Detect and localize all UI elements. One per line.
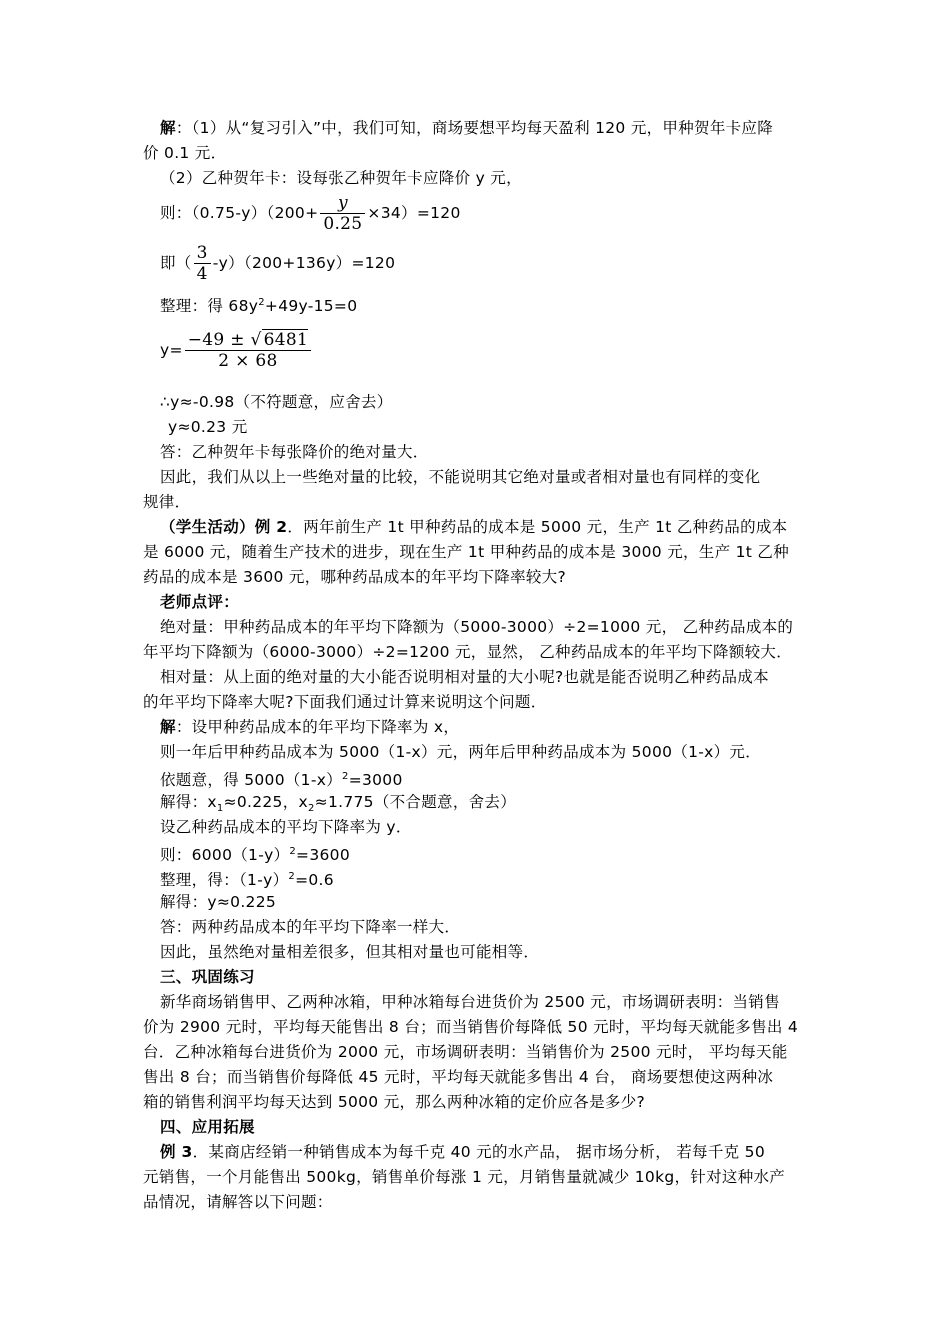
answer-line: 答：两种药品成本的年平均下降率一样大． [160,918,461,936]
equation-line: 解得：$x_1\approx 0.225$，$x_2\approx 1.775$（不合题意，舍去） [160,793,517,815]
text-line: 因此，我们从以上一些绝对量的比较，不能说明其它绝对量或者相对量也有同样的变化 [160,468,761,486]
answer-line: 答：乙种贺年卡每张降价的绝对量大． [160,443,429,461]
text-line: 的年平均下降率大呢?下面我们通过计算来说明这个问题． [143,693,547,711]
text-line: 箱的销售利润平均每天达到 5000 元，那么两种冰箱的定价应各是多少? [143,1093,646,1111]
solution-line: 解：（1）从“复习引入”中，我们可知，商场要想平均每天盈利 120 元，甲种贺年卡应降 [160,119,774,137]
example-3-heading: 例 3．某商店经销一种销售成本为每千克 40 元的水产品， 据市场分析， 若每千克 50 [160,1143,765,1161]
fraction: $\frac{3}{4}$ [194,243,211,284]
fraction: $\frac{-49 \pm √ 6481}{2 \times 68}$ [185,330,311,371]
equation-line: 依题意，得 $5000(1-x)^2=3000$ [160,771,403,790]
quadratic-formula-line: y= $\frac{-49 \pm √ 6481}{2 \times 68}$ [160,330,313,371]
text-line: 绝对量：甲种药品成本的年平均下降额为（5000-3000）÷2=1000 元， 乙种药品成本的 [160,618,794,636]
text-line: 解得：y≈0.225 [160,893,277,911]
example-2-heading: （学生活动）例 2．两年前生产 1t 甲种药品的成本是 5000 元，生产 1t 乙种药品的成本 [160,518,788,536]
equation-line: 即（ $\frac{3}{4}$ -y）（200+136y）=120 [160,243,396,284]
text-line: 售出 8 台；而当销售价每降低 45 元时，平均每天就能多售出 4 台， 商场要想使这两种冰 [143,1068,774,1086]
text-line: 台．乙种冰箱每台进货价为 2000 元，市场调研表明：当销售价为 2500 元时， 平均每天能 [143,1043,788,1061]
text-line: 价为 2900 元时，平均每天能售出 8 台；而当销售价每降低 50 元时，平均每天就能多售出 4 [143,1018,799,1036]
fraction: $\frac{y}{0.25}$ [320,193,365,234]
text-line: （2）乙种贺年卡：设每张乙种贺年卡应降价 y 元， [160,169,522,187]
text-line: 品情况，请解答以下问题： [143,1193,333,1211]
equation-line: 则：（0.75-y）（200+ $\frac{y}{0.25}$ ×34）=120 [160,193,461,234]
text-line: 价 0.1 元． [143,144,227,162]
text-line: 是 6000 元，随着生产技术的进步，现在生产 1t 甲种药品的成本是 3000 元，生产 1t 乙种 [143,543,789,561]
solution-label: 解 [160,119,176,137]
text-line: ∴y≈-0.98（不符题意，应舍去） [160,393,393,411]
section-heading-extension: 四、应用拓展 [160,1118,255,1136]
teacher-comment-heading: 老师点评： [160,593,240,611]
equation-line: 整理：得 $68y^2+49y-15=0$ [160,297,358,316]
text-line: 设乙种药品成本的平均下降率为 y． [160,818,412,836]
solution-label: 解 [160,718,176,736]
equation-line: 则：$6000(1-y)^2=3600$ [160,846,350,865]
text-line: 规律． [143,493,191,511]
text-line: 相对量：从上面的绝对量的大小能否说明相对量的大小呢?也就是能否说明乙种药品成本 [160,668,769,686]
text-line: 年平均下降额为（6000-3000）÷2=1200 元，显然， 乙种药品成本的年平均下降额较大． [143,643,793,661]
text-line: 药品的成本是 3600 元，哪种药品成本的年平均下降率较大? [143,568,567,586]
text-line: 则一年后甲种药品成本为 5000（1-x）元，两年后甲种药品成本为 5000（1-x）元． [160,743,762,761]
equation-line: 整理，得：$(1-y)^2=0.6$ [160,871,334,890]
text-line: 元销售，一个月能售出 500kg，销售单价每涨 1 元，月销售量就减少 10kg，针对这种水产 [143,1168,786,1186]
section-heading-practice: 三、巩固练习 [160,968,255,986]
text-line: y≈0.23 元 [168,418,248,436]
text-line: 因此，虽然绝对量相差很多，但其相对量也可能相等． [160,943,540,961]
solution-line: 解：设甲种药品成本的年平均下降率为 x， [160,718,460,736]
text-line: 新华商场销售甲、乙两种冰箱，甲种冰箱每台进货价为 2500 元，市场调研表明：当销售 [160,993,780,1011]
